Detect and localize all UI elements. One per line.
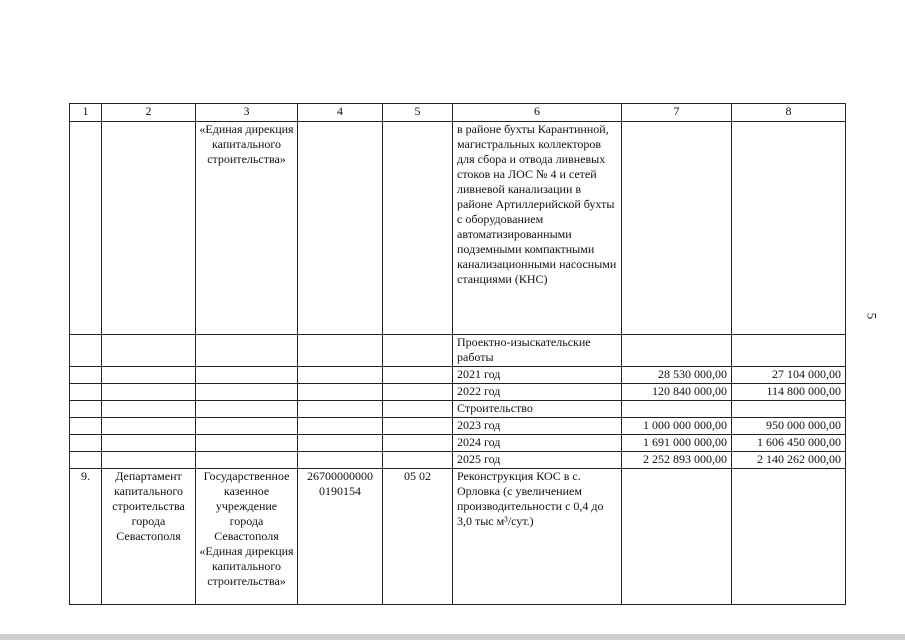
header-cell-4: 4 — [298, 104, 383, 122]
header-cell-1: 1 — [70, 104, 102, 122]
detail-value-7: 1 691 000 000,00 — [622, 435, 732, 452]
detail-label: 2022 год — [453, 384, 622, 401]
header-row — [70, 104, 846, 122]
detail-value-8: 950 000 000,00 — [732, 418, 846, 435]
detail-value-7: 2 252 893 000,00 — [622, 452, 732, 469]
detail-value-7: 120 840 000,00 — [622, 384, 732, 401]
detail-label: 2023 год — [453, 418, 622, 435]
detail-row — [70, 418, 846, 435]
agency-cell: Государственное казенное учреждение города Севастополя «Единая дирекция капитального строительства» — [196, 469, 298, 605]
detail-row — [70, 452, 846, 469]
detail-value-8: 114 800 000,00 — [732, 384, 846, 401]
continued-row — [70, 122, 846, 335]
header-cell-8: 8 — [732, 104, 846, 122]
scan-edge — [0, 634, 905, 640]
detail-value-8 — [732, 335, 846, 367]
row-number: 9. — [70, 469, 102, 605]
page-number: 5 — [864, 312, 880, 320]
detail-label: 2021 год — [453, 367, 622, 384]
detail-row — [70, 401, 846, 418]
budget-table — [69, 103, 846, 605]
detail-label: Строительство — [453, 401, 622, 418]
detail-row — [70, 335, 846, 367]
detail-row — [70, 384, 846, 401]
detail-value-8: 1 606 450 000,00 — [732, 435, 846, 452]
detail-value-8 — [732, 401, 846, 418]
detail-value-7 — [622, 401, 732, 418]
detail-label: 2024 год — [453, 435, 622, 452]
continued-agency-cell: «Единая дирекция капитального строительства» — [196, 122, 298, 335]
detail-row — [70, 367, 846, 384]
detail-label: Проектно-изыскательские работы — [453, 335, 622, 367]
row-9 — [70, 469, 846, 605]
detail-label: 2025 год — [453, 452, 622, 469]
detail-value-8: 2 140 262 000,00 — [732, 452, 846, 469]
detail-value-7: 28 530 000,00 — [622, 367, 732, 384]
header-cell-6: 6 — [453, 104, 622, 122]
detail-value-7 — [622, 335, 732, 367]
detail-value-8: 27 104 000,00 — [732, 367, 846, 384]
object-cell: Реконструкция КОС в с. Орловка (с увеличением производительности с 0,4 до 3,0 тыс м³/сут.) — [453, 469, 622, 605]
department-cell: Департамент капитального строительства города Севастополя — [102, 469, 196, 605]
section-cell: 05 02 — [383, 469, 453, 605]
code-cell: 26700000000 0190154 — [298, 469, 383, 605]
detail-row — [70, 435, 846, 452]
header-cell-7: 7 — [622, 104, 732, 122]
header-cell-5: 5 — [383, 104, 453, 122]
header-cell-3: 3 — [196, 104, 298, 122]
header-cell-2: 2 — [102, 104, 196, 122]
continued-object-cell: в районе бухты Карантинной, магистральных коллекторов для сбора и отвода ливневых стоков на ЛОС № 4 и сетей ливневой канализации в районе Артиллерийской бухты с оборудованием автоматизированными подземными компактными канализационными насосными станциями (КНС) — [453, 122, 622, 335]
detail-value-7: 1 000 000 000,00 — [622, 418, 732, 435]
